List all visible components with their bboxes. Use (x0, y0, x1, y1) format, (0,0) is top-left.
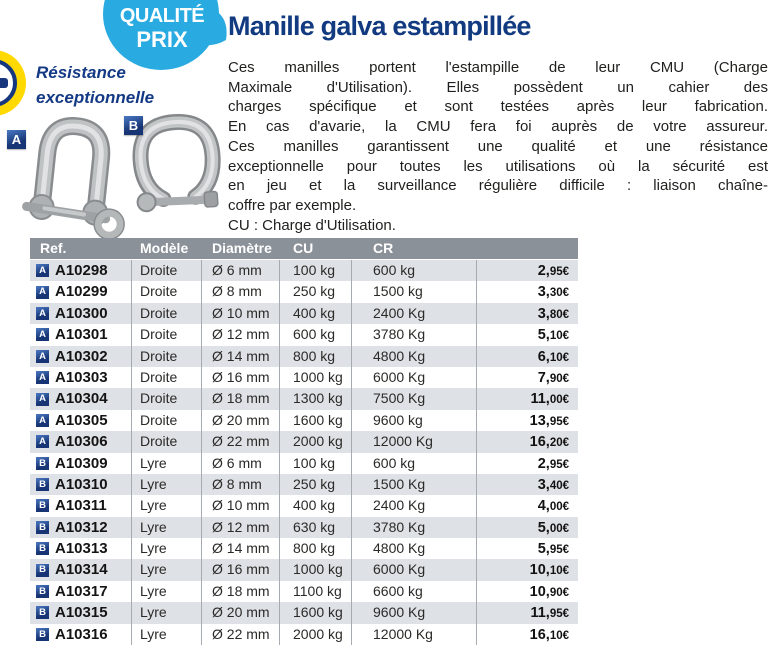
cu-cell: 400 kg (280, 495, 352, 516)
group-badge: A (36, 414, 49, 427)
intro-line: en jeu et la surveillance régulière difficile : liaison chaîne- (228, 177, 768, 195)
price-euros: 16, (529, 434, 550, 451)
ref-label: A10309 (55, 454, 108, 472)
header-cell-cu: CU (293, 240, 314, 256)
diametre-cell: Ø 18 mm (202, 581, 280, 602)
price-euros: 6, (537, 348, 550, 365)
cu-cell: 400 kg (280, 303, 352, 324)
modele-cell: Lyre (132, 581, 202, 602)
modele-cell: Lyre (132, 495, 202, 516)
ref-cell (30, 388, 132, 409)
modele-cell: Droite (132, 303, 202, 324)
group-badge: A (36, 371, 49, 384)
ref-label: A10306 (55, 433, 108, 451)
price-euros: 5, (537, 519, 550, 536)
intro-paragraph (228, 58, 768, 235)
price-cell (477, 581, 578, 602)
intro-line: coffre par exemple. (228, 196, 357, 214)
price-euros: 4, (537, 498, 550, 515)
price-euros: 5, (537, 541, 550, 558)
intro-line: En cas d'avarie, la CMU fera foi auprès de votre assureur. (228, 118, 768, 136)
price-cell (477, 517, 578, 538)
price-cell (477, 453, 578, 474)
diametre-cell: Ø 20 mm (202, 410, 280, 431)
cu-cell: 2000 kg (280, 624, 352, 645)
price-cell (477, 624, 578, 645)
price-cents: 95€ (549, 415, 569, 428)
intro-line: Ces manilles garantissent une qualité et une résistance (228, 137, 768, 155)
price-cents: 30€ (549, 287, 569, 300)
tagline-line1: Résistance (36, 63, 126, 82)
ref-label: A10312 (55, 518, 108, 536)
price-euros: 7, (537, 369, 550, 386)
ref-cell (30, 281, 132, 302)
tagline-line2: exceptionnelle (36, 88, 155, 107)
intro-line: Ces manilles portent l'estampille de leur CMU (Charge (228, 59, 768, 76)
photo-label-a: A (7, 130, 26, 149)
table-row (30, 453, 578, 474)
price-cell (477, 367, 578, 388)
table-row (30, 559, 578, 580)
modele-cell: Droite (132, 410, 202, 431)
diametre-cell: Ø 14 mm (202, 538, 280, 559)
ref-label: A10315 (55, 604, 108, 622)
group-badge: B (36, 585, 49, 598)
cr-cell: 7500 Kg (352, 388, 477, 409)
cr-cell: 4800 Kg (352, 346, 477, 367)
price-cell (477, 538, 578, 559)
diametre-cell: Ø 22 mm (202, 624, 280, 645)
cr-cell: 6000 Kg (352, 559, 477, 580)
ref-label: A10304 (55, 390, 108, 408)
price-cents: 80€ (549, 308, 569, 321)
diametre-cell: Ø 16 mm (202, 559, 280, 580)
ref-label: A10310 (55, 475, 108, 493)
bubble-line2: PRIX (136, 27, 188, 52)
table-row (30, 581, 578, 602)
cr-cell: 3780 Kg (352, 517, 477, 538)
table-row (30, 324, 578, 345)
ref-cell (30, 410, 132, 431)
header-cell-ref: Ref. (40, 240, 67, 256)
cr-cell: 6600 kg (352, 581, 477, 602)
diametre-cell: Ø 6 mm (202, 453, 280, 474)
price-cell (477, 474, 578, 495)
cu-cell: 1100 kg (280, 581, 352, 602)
diametre-cell: Ø 18 mm (202, 388, 280, 409)
diametre-cell: Ø 14 mm (202, 346, 280, 367)
price-euros: 5, (537, 327, 550, 344)
diametre-cell: Ø 16 mm (202, 367, 280, 388)
ref-cell (30, 303, 132, 324)
ref-label: A10311 (55, 497, 107, 515)
ref-cell (30, 367, 132, 388)
cu-cell: 630 kg (280, 517, 352, 538)
cu-cell: 1600 kg (280, 602, 352, 623)
modele-cell: Lyre (132, 624, 202, 645)
ref-cell (30, 324, 132, 345)
price-cell (477, 602, 578, 623)
group-badge: B (36, 499, 49, 512)
diametre-cell: Ø 6 mm (202, 260, 280, 281)
price-table-rows (30, 260, 578, 645)
modele-cell: Droite (132, 388, 202, 409)
group-badge: B (36, 564, 49, 577)
cr-cell: 9600 kg (352, 410, 477, 431)
price-euros: 2, (537, 263, 550, 279)
ref-label: A10302 (55, 347, 108, 365)
price-cents: 95€ (549, 458, 569, 471)
ref-label: A10316 (55, 625, 108, 643)
ref-cell (30, 346, 132, 367)
price-cents: 10€ (549, 629, 569, 642)
price-euros: 3, (537, 284, 550, 301)
ref-label: A10301 (55, 326, 108, 344)
cu-cell: 250 kg (280, 474, 352, 495)
ref-cell (30, 517, 132, 538)
table-row (30, 303, 578, 324)
plus-badge (0, 50, 26, 116)
group-badge: A (36, 264, 49, 277)
intro-line: Maximale d'Utilisation). Elles possèdent un cahier des (228, 78, 768, 96)
modele-cell: Droite (132, 324, 202, 345)
price-cents: 00€ (549, 501, 569, 514)
group-badge: B (36, 457, 49, 470)
price-cell (477, 559, 578, 580)
cu-cell: 250 kg (280, 281, 352, 302)
modele-cell: Droite (132, 367, 202, 388)
diametre-cell: Ø 10 mm (202, 495, 280, 516)
price-euros: 2, (537, 455, 550, 472)
table-row (30, 624, 578, 645)
price-euros: 11, (530, 391, 550, 408)
price-cents: 90€ (549, 586, 569, 599)
price-cell (477, 410, 578, 431)
price-cents: 10€ (549, 330, 569, 343)
ref-cell (30, 624, 132, 645)
group-badge: B (36, 606, 49, 619)
bubble-line1: QUALITÉ (119, 5, 205, 27)
diametre-cell: Ø 8 mm (202, 281, 280, 302)
d-shackle-image (18, 112, 126, 240)
cr-cell: 600 kg (352, 260, 477, 281)
modele-cell: Lyre (132, 453, 202, 474)
ref-cell (30, 453, 132, 474)
table-row (30, 602, 578, 623)
cu-cell: 1000 kg (280, 367, 352, 388)
price-cell (477, 346, 578, 367)
intro-lines (228, 58, 768, 216)
modele-cell: Lyre (132, 517, 202, 538)
diametre-cell: Ø 10 mm (202, 303, 280, 324)
diametre-cell: Ø 8 mm (202, 474, 280, 495)
bubble-text (103, 4, 221, 52)
intro-line: charges spécifique et sont testées après leur fabrication. (228, 98, 768, 116)
price-euros: 16, (529, 626, 550, 643)
price-cents: 95€ (549, 608, 569, 621)
cu-cell: 1300 kg (280, 388, 352, 409)
modele-cell: Lyre (132, 538, 202, 559)
modele-cell: Droite (132, 346, 202, 367)
cr-cell: 12000 Kg (352, 431, 477, 452)
group-badge: A (36, 307, 49, 320)
price-cell (477, 388, 578, 409)
diametre-cell: Ø 20 mm (202, 602, 280, 623)
table-header (30, 238, 578, 259)
table-row (30, 260, 578, 281)
price-euros: 10, (529, 562, 550, 579)
table-row (30, 388, 578, 409)
cu-cell: 1600 kg (280, 410, 352, 431)
header-cell-cr: CR (373, 240, 394, 256)
price-cents: 00€ (549, 394, 569, 407)
table-row (30, 474, 578, 495)
price-euros: 3, (537, 476, 550, 493)
ref-cell (30, 538, 132, 559)
modele-cell: Lyre (132, 602, 202, 623)
ref-label: A10300 (55, 304, 108, 322)
cu-note: CU : Charge d'Utilisation. (228, 216, 396, 234)
cr-cell: 1500 Kg (352, 474, 477, 495)
group-badge: B (36, 521, 49, 534)
table-row (30, 538, 578, 559)
ref-label: A10305 (55, 411, 108, 429)
group-badge: B (36, 542, 49, 555)
cu-cell: 1000 kg (280, 559, 352, 580)
cu-cell: 100 kg (280, 453, 352, 474)
header-cell-diametre: Diamètre (212, 240, 272, 256)
header-cell-prix (477, 238, 578, 259)
table-row (30, 367, 578, 388)
cr-cell: 2400 Kg (352, 303, 477, 324)
price-cell (477, 324, 578, 345)
ref-label: A10303 (55, 368, 108, 386)
price-cents: 40€ (549, 479, 569, 492)
price-cell (477, 281, 578, 302)
cr-cell: 3780 Kg (352, 324, 477, 345)
ref-cell (30, 602, 132, 623)
cr-cell: 4800 Kg (352, 538, 477, 559)
price-euros: 3, (537, 305, 550, 322)
price-cents: 00€ (549, 522, 569, 535)
ref-cell (30, 495, 132, 516)
price-cell (477, 260, 578, 281)
price-euros: 11, (530, 605, 550, 622)
cr-cell: 2400 Kg (352, 495, 477, 516)
diametre-cell: Ø 22 mm (202, 431, 280, 452)
modele-cell: Lyre (132, 559, 202, 580)
price-cell (477, 495, 578, 516)
group-badge: A (36, 435, 49, 448)
ref-cell (30, 474, 132, 495)
table-row (30, 281, 578, 302)
table-row (30, 431, 578, 452)
price-cents: 10€ (549, 351, 569, 364)
group-badge: A (36, 350, 49, 363)
table-row (30, 346, 578, 367)
intro-line: exceptionnelle pour toutes les utilisations où la sécurité est (228, 157, 768, 175)
cu-cell: 100 kg (280, 260, 352, 281)
group-badge: A (36, 286, 49, 299)
group-badge: A (36, 393, 49, 406)
group-badge: B (36, 478, 49, 491)
cr-cell: 1500 kg (352, 281, 477, 302)
modele-cell: Droite (132, 431, 202, 452)
bow-shackle-image (130, 100, 225, 228)
cu-cell: 800 kg (280, 346, 352, 367)
photo-label-b: B (124, 116, 143, 135)
diametre-cell: Ø 12 mm (202, 324, 280, 345)
cu-cell: 2000 kg (280, 431, 352, 452)
ref-cell (30, 431, 132, 452)
cu-cell: 600 kg (280, 324, 352, 345)
price-cell (477, 431, 578, 452)
price-euros: 10, (529, 583, 550, 600)
group-badge: B (36, 628, 49, 641)
ref-label: A10313 (55, 540, 108, 558)
cr-cell: 600 kg (352, 453, 477, 474)
table-row (30, 517, 578, 538)
modele-cell: Droite (132, 281, 202, 302)
cu-cell: 800 kg (280, 538, 352, 559)
table-row (30, 495, 578, 516)
price-cents: 95€ (549, 544, 569, 557)
price-cents: 90€ (549, 372, 569, 385)
modele-cell: Lyre (132, 474, 202, 495)
ref-label: A10298 (55, 262, 108, 279)
price-cents: 95€ (549, 266, 569, 278)
ref-cell (30, 260, 132, 281)
price-cents: 10€ (549, 565, 569, 578)
page-title: Manille galva estampillée (228, 11, 531, 41)
price-cents: 20€ (549, 437, 569, 450)
price-euros: 13, (529, 412, 550, 429)
group-badge: A (36, 328, 49, 341)
price-cell (477, 303, 578, 324)
header-cell-modele: Modèle (140, 240, 189, 256)
ref-label: A10299 (55, 283, 108, 301)
ref-label: A10314 (55, 561, 108, 579)
cr-cell: 9600 Kg (352, 602, 477, 623)
cr-cell: 6000 Kg (352, 367, 477, 388)
ref-cell (30, 559, 132, 580)
price-table (30, 238, 578, 645)
ref-cell (30, 581, 132, 602)
modele-cell: Droite (132, 260, 202, 281)
ref-label: A10317 (55, 582, 108, 600)
diametre-cell: Ø 12 mm (202, 517, 280, 538)
plus-icon (0, 59, 17, 107)
cr-cell: 12000 Kg (352, 624, 477, 645)
table-row (30, 410, 578, 431)
